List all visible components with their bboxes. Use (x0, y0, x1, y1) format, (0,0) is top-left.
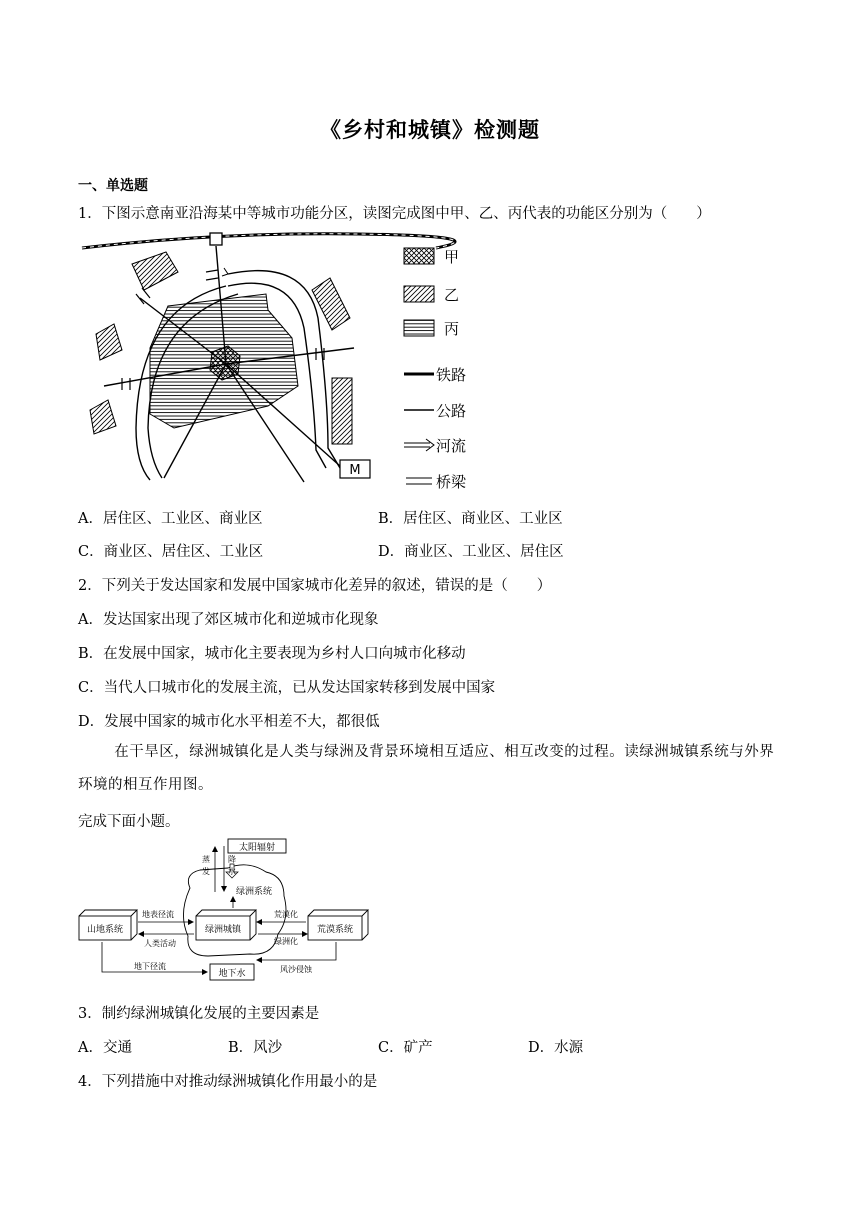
q1-option-d[interactable]: D．商业区、工业区、居住区 (378, 544, 564, 560)
q1-option-a[interactable]: A．居住区、工业区、商业区 (78, 511, 263, 527)
label-oasisification: 绿洲化 (274, 937, 298, 946)
label-human-activity: 人类活动 (144, 939, 176, 948)
legend-bridge: 桥梁 (436, 473, 467, 491)
page-title: 《乡村和城镇》检测题 (320, 118, 540, 142)
q3-option-a[interactable]: A．交通 (78, 1040, 132, 1056)
question-1-stem: 1．下图示意南亚沿海某中等城市功能分区，读图完成图中甲、乙、丙代表的功能区分别为（ ） (78, 206, 711, 222)
legend-road: 公路 (436, 402, 467, 420)
q3-option-d[interactable]: D．水源 (528, 1040, 584, 1056)
instruction: 完成下面小题。 (78, 814, 180, 830)
map-label-m: M (349, 463, 361, 478)
reading-passage: 在干旱区，绿洲城镇化是人类与绿洲及背景环境相互适应、相互改变的过程。读绿洲城镇系统与外界环境的相互作用图。 (78, 744, 775, 793)
q2-option-d[interactable]: D．发展中国家的城市化水平相差不大，都很低 (78, 714, 380, 730)
question-2-stem: 2．下列关于发达国家和发展中国家城市化差异的叙述，错误的是（ ） (78, 578, 552, 594)
label-surface-runoff: 地表径流 (142, 910, 174, 919)
label-evaporation-2: 发 (202, 867, 210, 876)
label-wind-erosion: 风沙侵蚀 (280, 965, 312, 974)
q2-option-b[interactable]: B．在发展中国家，城市化主要表现为乡村人口向城市化移动 (78, 646, 466, 662)
legend-bing: 丙 (444, 320, 460, 338)
legend-railway: 铁路 (436, 366, 467, 384)
section-heading: 一、单选题 (78, 178, 148, 194)
oasis-system-diagram (78, 838, 378, 984)
label-groundwater: 地下水 (218, 969, 246, 979)
q3-option-b[interactable]: B．风沙 (228, 1040, 283, 1056)
question-3-stem: 3．制约绿洲城镇化发展的主要因素是 (78, 1006, 320, 1022)
city-function-map (78, 228, 498, 498)
label-oasis-system: 绿洲系统 (236, 887, 273, 897)
label-desert: 荒漠系统 (316, 925, 354, 935)
label-solar: 太阳辐射 (238, 843, 276, 853)
label-desertification: 荒漠化 (274, 910, 298, 919)
q1-option-b[interactable]: B．居住区、商业区、工业区 (378, 511, 563, 527)
legend-jia: 甲 (444, 248, 460, 266)
label-precip-1: 降 (228, 855, 236, 864)
q1-option-c[interactable]: C．商业区、居住区、工业区 (78, 544, 264, 560)
label-groundwater-flow: 地下径流 (134, 962, 166, 971)
q3-option-c[interactable]: C．矿产 (378, 1040, 433, 1056)
q2-option-c[interactable]: C．当代人口城市化的发展主流，已从发达国家转移到发展中国家 (78, 680, 496, 696)
legend-yi: 乙 (444, 286, 460, 304)
q2-option-a[interactable]: A．发达国家出现了郊区城市化和逆城市化现象 (78, 612, 379, 628)
question-4-stem: 4．下列措施中对推动绿洲城镇化作用最小的是 (78, 1074, 378, 1090)
label-precip-2: 水 (228, 867, 236, 876)
label-evaporation-1: 蒸 (202, 855, 210, 864)
legend-river: 河流 (436, 437, 467, 455)
label-mountain: 山地系统 (86, 925, 124, 935)
label-oasis-town: 绿洲城镇 (204, 925, 242, 935)
